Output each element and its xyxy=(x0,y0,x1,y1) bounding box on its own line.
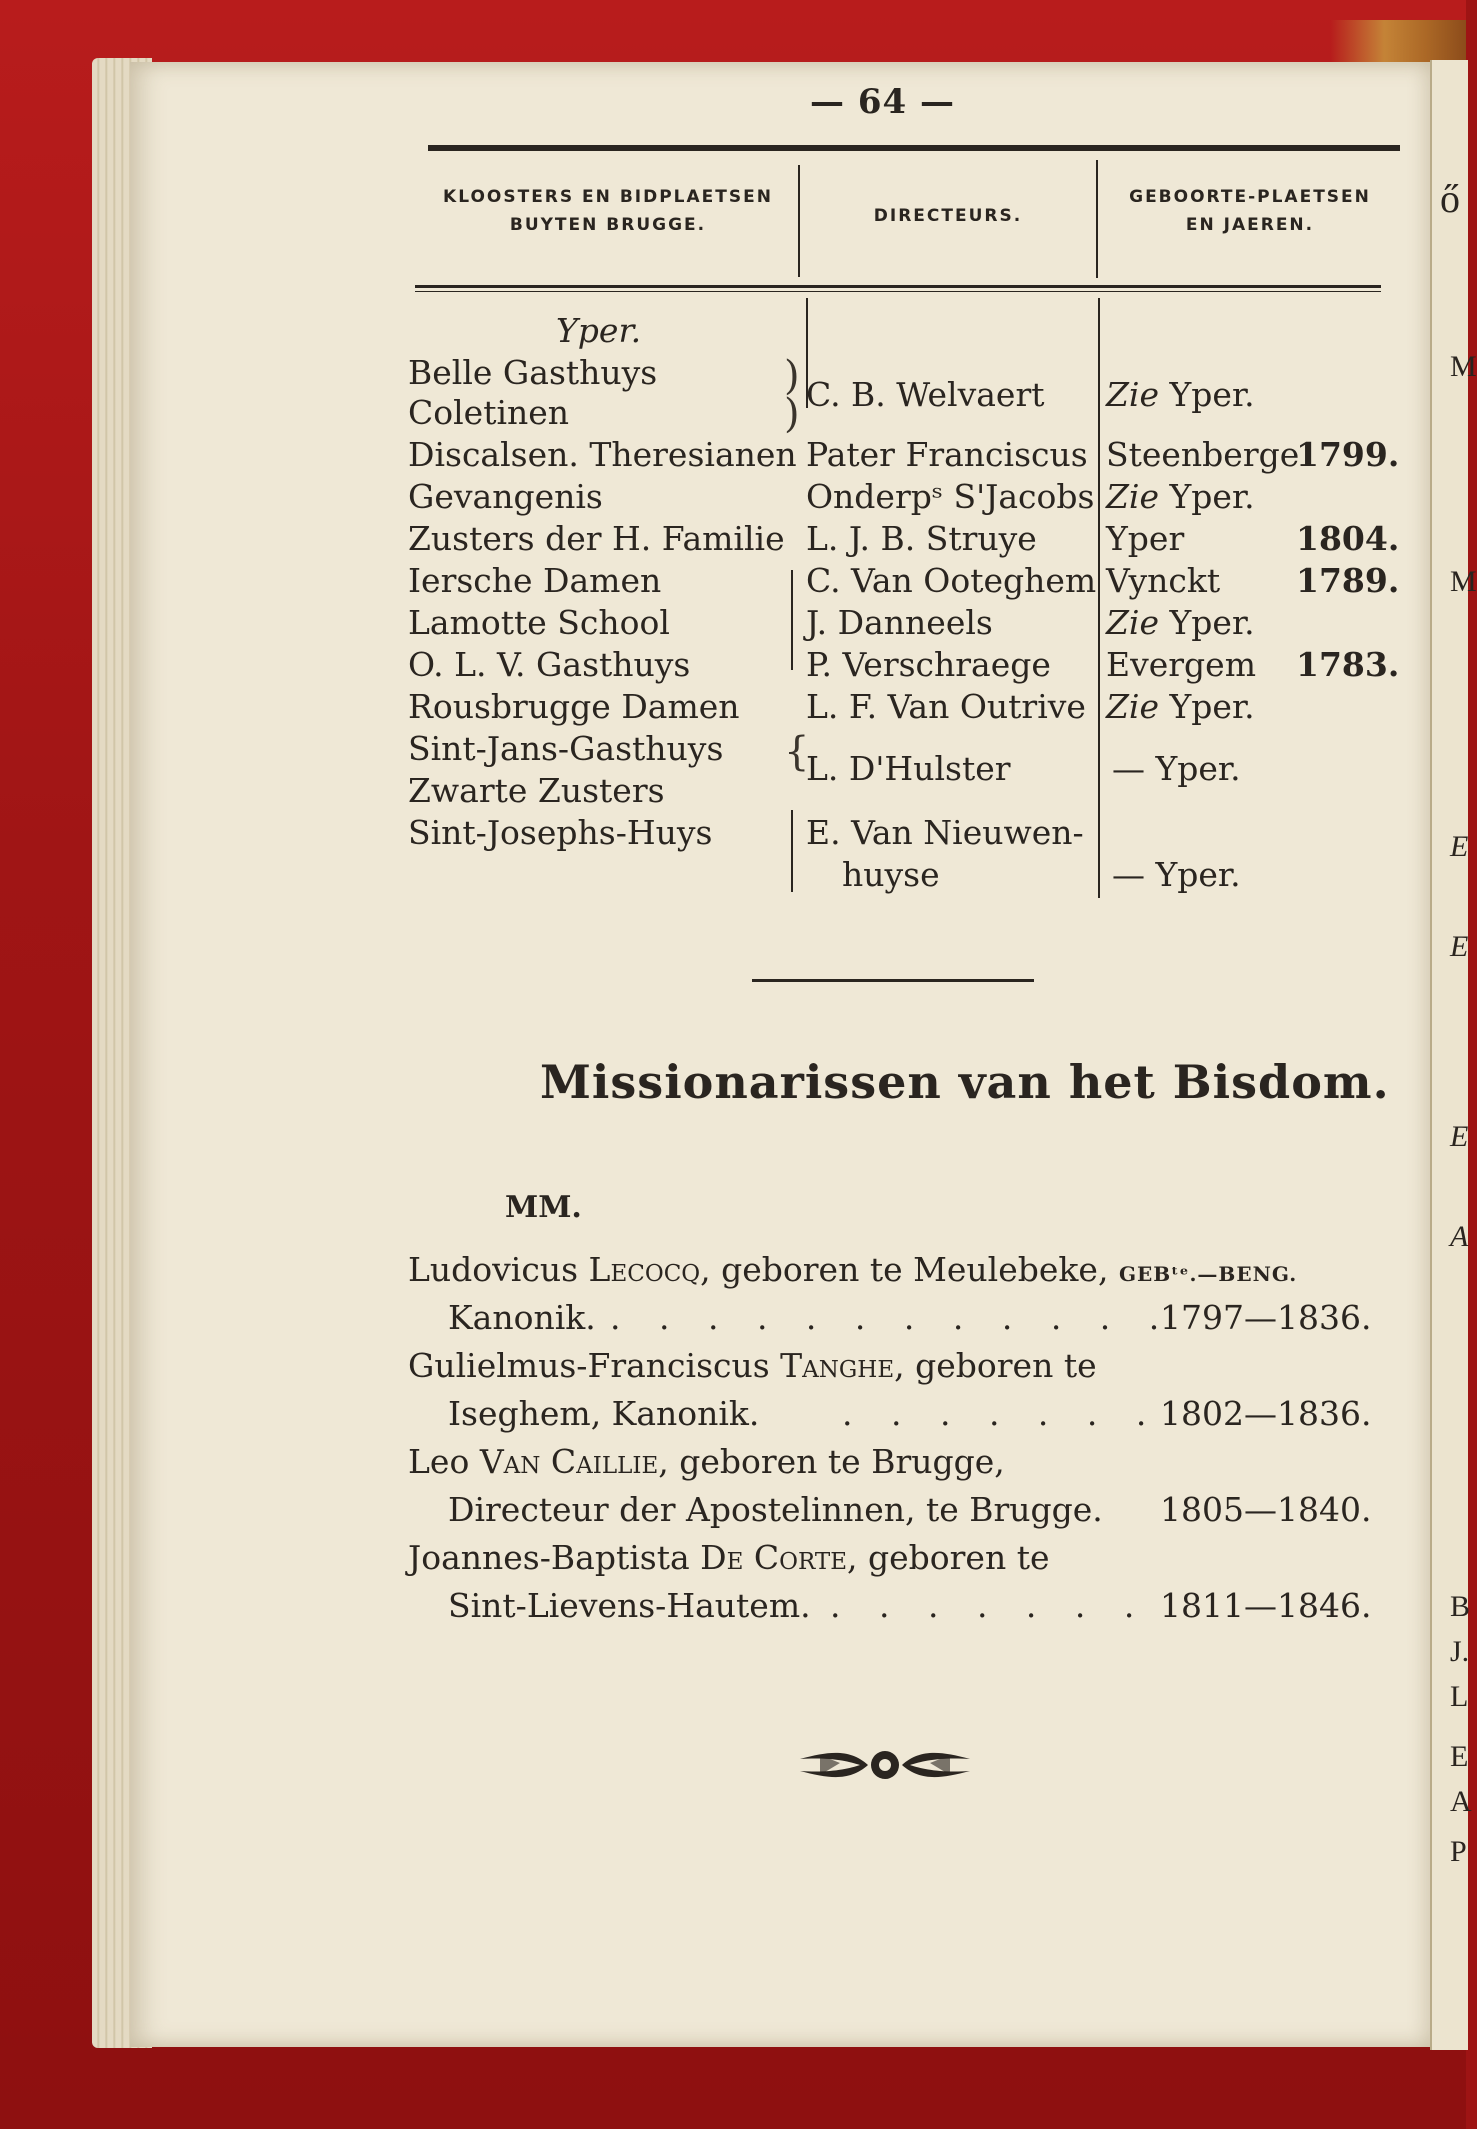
column-divider xyxy=(1096,160,1098,278)
facing-letter: E xyxy=(1450,1120,1469,1153)
facing-letter: E xyxy=(1450,930,1469,963)
missionary-entry-line xyxy=(408,1538,1049,1578)
missionary-entry-line: Iseghem, Kanonik. xyxy=(448,1394,760,1433)
facing-letter: E xyxy=(1450,830,1469,863)
birthplace-cell: Steenberge xyxy=(1106,435,1300,474)
column-divider xyxy=(798,165,800,277)
birth-year: 1783. xyxy=(1296,645,1400,684)
header-bottom-rule xyxy=(415,285,1381,288)
entry-abbrev: GEBᵗᵉ.—BENG. xyxy=(1118,1262,1298,1286)
column-divider xyxy=(791,810,793,892)
column-header-places-line2: BUYTEN BRUGGE. xyxy=(509,215,707,235)
birthplace-cell: — Yper. xyxy=(1112,749,1241,788)
director-cell: C. B. Welvaert xyxy=(806,375,1045,414)
birth-year: 1799. xyxy=(1296,435,1400,474)
column-divider xyxy=(791,570,793,670)
director-cell: E. Van Nieuwen- xyxy=(806,813,1084,852)
column-header-birthplaces xyxy=(1100,183,1400,239)
header-bottom-rule-thin xyxy=(415,291,1381,292)
place-cell: Zusters der H. Familie xyxy=(408,519,785,558)
city-heading: Yper. xyxy=(556,311,642,350)
director-cell: L. D'Hulster xyxy=(806,749,1011,788)
place-cell: Sint-Jans-Gasthuys xyxy=(408,729,724,768)
given-name: Gulielmus-Franciscus xyxy=(408,1346,781,1385)
birthplace-prefix: Zie xyxy=(1106,477,1160,516)
birthplace-name: Yper. xyxy=(1169,603,1255,642)
director-cell: C. Van Ooteghem xyxy=(806,561,1097,600)
column-header-directors: DIRECTEURS. xyxy=(873,206,1023,226)
birthplace-cell xyxy=(1106,478,1255,516)
director-cell: L. J. B. Struye xyxy=(806,519,1037,558)
birthplace-prefix: Zie xyxy=(1106,687,1160,726)
column-header-places xyxy=(420,183,796,239)
missionary-entry-line: Directeur der Apostelinnen, te Brugge. xyxy=(448,1490,1103,1529)
place-cell: Lamotte School xyxy=(408,603,670,642)
director-cell: Pater Franciscus xyxy=(806,435,1088,474)
entry-text: , geboren te Brugge, xyxy=(658,1442,1005,1481)
entry-text: , geboren te Meulebeke, xyxy=(700,1250,1119,1289)
facing-letter: B xyxy=(1450,1590,1471,1623)
missionary-entry-line xyxy=(408,1442,1005,1482)
brace-mark: { xyxy=(784,729,810,775)
facing-letter: ő xyxy=(1440,176,1460,221)
place-cell: Gevangenis xyxy=(408,477,603,516)
birthplace-prefix: Zie xyxy=(1106,375,1160,414)
surname: Van Caillie xyxy=(479,1442,659,1481)
entry-dates: 1811—1846. xyxy=(1160,1586,1372,1625)
facing-letter: M xyxy=(1450,565,1477,598)
director-cell: L. F. Van Outrive xyxy=(806,687,1086,726)
birthplace-cell xyxy=(1106,688,1255,726)
place-cell: Zwarte Zusters xyxy=(408,771,665,810)
header-top-rule xyxy=(428,145,1400,151)
place-cell: Belle Gasthuys xyxy=(408,353,658,392)
birthplace-name: Yper. xyxy=(1169,375,1255,414)
director-cell: P. Verschraege xyxy=(806,645,1051,684)
birthplace-cell xyxy=(1106,604,1255,642)
given-name: Joannes-Baptista xyxy=(408,1538,701,1577)
leader-dots: . . . . . . . xyxy=(830,1586,1149,1625)
birth-year: 1804. xyxy=(1296,519,1400,558)
column-header-birthplaces-line2: EN JAEREN. xyxy=(1185,215,1315,235)
surname: De Corte xyxy=(700,1538,848,1577)
director-cell: J. Danneels xyxy=(806,603,993,642)
facing-letter: A xyxy=(1450,1785,1472,1818)
place-cell: Rousbrugge Damen xyxy=(408,687,740,726)
brace-mark: ) xyxy=(784,391,800,437)
salutation: MM. xyxy=(505,1190,582,1225)
birthplace-cell xyxy=(1106,376,1255,414)
facing-page xyxy=(1430,60,1477,2050)
page-number: — 64 — xyxy=(810,82,955,122)
place-cell: Iersche Damen xyxy=(408,561,662,600)
director-cell: Onderpˢ S'Jacobs xyxy=(806,477,1095,516)
place-cell: Sint-Josephs-Huys xyxy=(408,813,713,852)
facing-letter: A xyxy=(1450,1220,1469,1253)
section-heading: Missionarissen van het Bisdom. xyxy=(540,1055,1390,1109)
column-header-places-line1: KLOOSTERS EN BIDPLAETSEN xyxy=(443,187,773,207)
column-divider xyxy=(1098,298,1100,898)
given-name: Ludovicus xyxy=(408,1250,589,1289)
director-cell: huyse xyxy=(842,855,940,894)
facing-letter: P xyxy=(1450,1835,1467,1868)
place-cell: Coletinen xyxy=(408,393,570,432)
entry-text: , geboren te xyxy=(894,1346,1097,1385)
entry-dates: 1802—1836. xyxy=(1160,1394,1372,1433)
facing-letter: J. xyxy=(1450,1635,1470,1668)
birthplace-name: Yper. xyxy=(1169,477,1255,516)
place-cell: O. L. V. Gasthuys xyxy=(408,645,691,684)
section-divider xyxy=(752,979,1034,982)
missionary-entry-line xyxy=(408,1346,1097,1386)
entry-dates: 1805—1840. xyxy=(1160,1490,1372,1529)
leader-dots: . . . . . . . xyxy=(842,1394,1161,1433)
fleuron-ornament-icon xyxy=(790,1735,980,1795)
birthplace-cell: Vynckt xyxy=(1106,561,1221,600)
facing-letter: E xyxy=(1450,1740,1469,1773)
facing-letter: M xyxy=(1450,350,1477,383)
gilt-edge xyxy=(1330,20,1466,64)
entry-dates: 1797—1836. xyxy=(1160,1298,1372,1337)
leader-dots: . . . . . . . . . . . . xyxy=(610,1298,1174,1337)
surname: Tanghe xyxy=(780,1346,895,1385)
entry-text: , geboren te xyxy=(847,1538,1050,1577)
facing-letter: L xyxy=(1450,1680,1469,1713)
column-header-birthplaces-line1: GEBOORTE-PLAETSEN xyxy=(1129,187,1371,207)
missionary-entry-line: Sint-Lievens-Hautem. xyxy=(448,1586,811,1625)
surname: Lecocq xyxy=(588,1250,701,1289)
birthplace-cell: Yper xyxy=(1106,519,1185,558)
birthplace-cell: — Yper. xyxy=(1112,855,1241,894)
place-cell: Discalsen. Theresianen xyxy=(408,435,797,474)
birth-year: 1789. xyxy=(1296,561,1400,600)
missionary-entry-line: Kanonik. xyxy=(448,1298,596,1337)
birthplace-cell: Evergem xyxy=(1106,645,1256,684)
given-name: Leo xyxy=(408,1442,480,1481)
missionary-entry-line xyxy=(408,1250,1297,1294)
birthplace-name: Yper. xyxy=(1169,687,1255,726)
brace-mark: ) xyxy=(784,353,800,399)
birthplace-prefix: Zie xyxy=(1106,603,1160,642)
